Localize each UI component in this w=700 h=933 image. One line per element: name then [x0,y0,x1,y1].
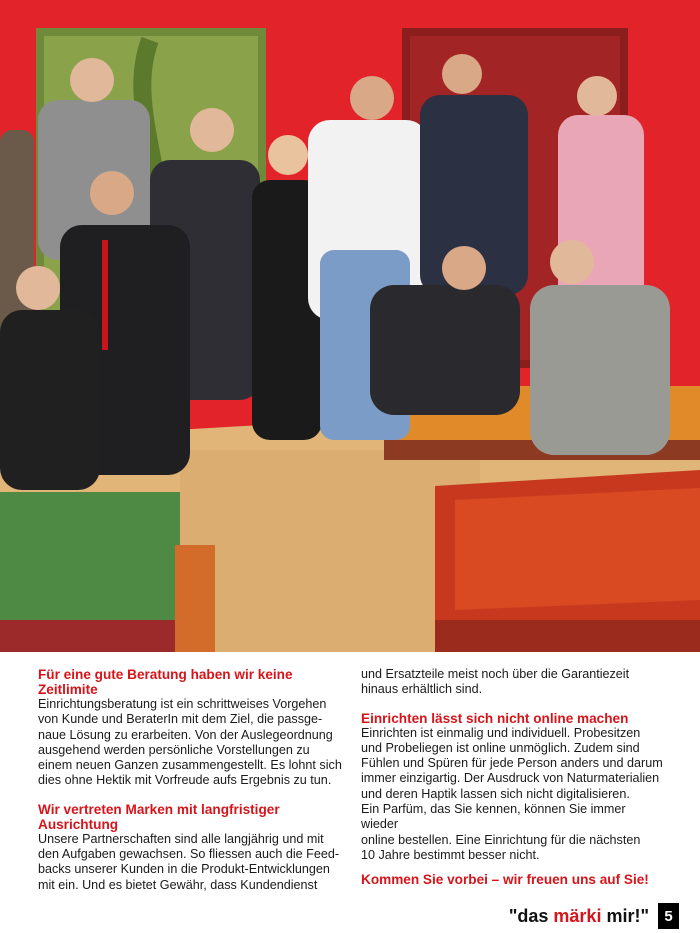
section-text-brands: Unsere Partnerschaften sind alle langjährig und mit den Aufgaben gewachsen. So fliessen auch die Feed- backs unserer Kunden in die Produkt-Entwicklungen mit ein. Und es bietet Gewähr, dass Kundendienst [38,831,340,892]
section-heading-brands: Wir vertreten Marken mit langfristiger Ausrichtung [38,801,280,832]
slogan-prefix: "das [508,905,554,926]
page-footer [509,903,679,929]
section-text-consulting: Einrichtungsberatung ist ein schrittweises Vorgehen von Kunde und BeraterIn mit dem Ziel, die passge- naue Lösung zu erarbeiten. Von der Auslegeordnung ausgehend werden persönliche Vorstellungen zu einem neuen Ganzen zusammengestellt. Es lohnt sich dies ohne Hektik mit Vorfreude aufs Ergebnis zu tun. [38,697,342,788]
right-column [361,667,666,863]
section-text-continuation: und Ersatzteile meist noch über die Garantiezeit hinaus erhältlich sind. [361,667,630,697]
slogan [509,906,649,927]
closing-line: Kommen Sie vorbei – wir freuen uns auf Sie! [361,872,649,887]
left-column [38,667,348,893]
section-heading-consulting: Für eine gute Beratung haben wir keine Zeitlimite [38,667,293,697]
section-text-online: Einrichten ist einmalig und individuell. Probesitzen und Probeliegen ist online unmöglich. Zudem sind Fühlen und Spüren für jede Person anders und darum immer einzigartig. Der Ausdruck von Naturmaterialien und deren Haptik lassen sich nicht digitalisieren. Ein Parfüm, das Sie kennen, können Sie immer wieder online bestellen. Eine Einrichtung für die nächsten 10 Jahre bestimmt besser nicht. [361,725,663,862]
slogan-suffix: mir!" [601,905,649,926]
slogan-brand: märki [553,905,602,926]
page-number: 5 [658,903,679,929]
section-heading-online: Einrichten lässt sich nicht online machen [361,710,629,726]
